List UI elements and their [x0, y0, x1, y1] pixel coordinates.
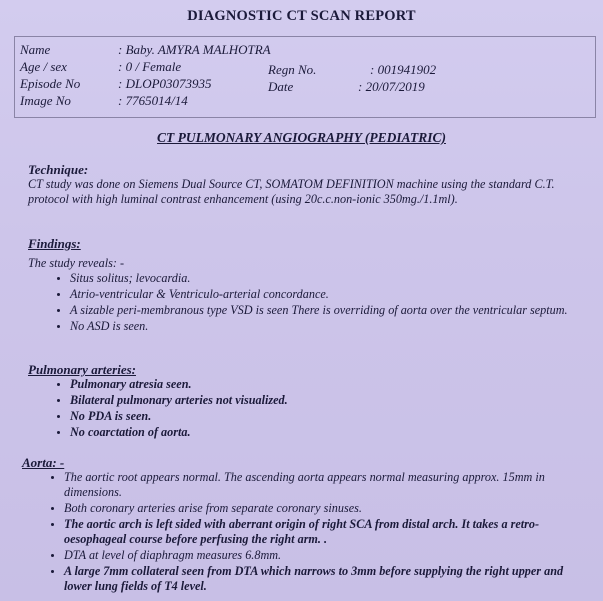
list-item: • DTA at level of diaphragm measures 6.8mm.: [64, 548, 587, 563]
findings-intro: The study reveals: -: [28, 256, 125, 270]
list-item: • No ASD is seen.: [70, 319, 593, 334]
findings-heading: Findings:: [28, 236, 81, 251]
list-item: • Situs solitus; levocardia.: [70, 271, 593, 286]
findings-section: [28, 236, 593, 335]
technique-heading: Technique:: [28, 162, 89, 177]
pulmonary-list: [28, 377, 593, 440]
list-item: • Bilateral pulmonary arteries not visualized.: [70, 393, 593, 408]
age-label: Age / sex: [20, 59, 67, 74]
technique-section: [28, 162, 593, 207]
name-value: : Baby. AMYRA MALHOTRA: [118, 42, 271, 57]
list-item: • A large 7mm collateral seen from DTA which narrows to 3mm before supplying the right upper and lower lung fields of T4 level.: [64, 564, 587, 594]
date-value: : 20/07/2019: [358, 79, 425, 94]
pulmonary-heading: Pulmonary arteries:: [28, 362, 136, 377]
regn-label: Regn No.: [268, 62, 317, 77]
list-item: • Both coronary arteries arise from separate coronary sinuses.: [64, 501, 587, 516]
episode-value: : DLOP03073935: [118, 76, 212, 91]
list-item: • The aortic root appears normal. The ascending aorta appears normal measuring approx. 15mm in dimensions.: [64, 470, 587, 500]
image-value: : 7765014/14: [118, 93, 188, 108]
technique-text: CT study was done on Siemens Dual Source CT, SOMATOM DEFINITION machine using the standard C.T. protocol with high luminal contrast enhancement (using 20c.c.non-ionic 350mg./1.1ml).: [28, 177, 555, 206]
list-item: • The aortic arch is left sided with aberrant origin of right SCA from distal arch. It takes a retro-oesophageal course before perfusing the right arm. .: [64, 517, 587, 547]
aorta-list: [22, 470, 587, 594]
aorta-heading: Aorta: -: [22, 455, 65, 470]
pulmonary-section: [28, 362, 593, 441]
aorta-section: [22, 455, 587, 595]
report-title: DIAGNOSTIC CT SCAN REPORT: [187, 8, 416, 24]
findings-list: [28, 271, 593, 334]
image-label: Image No: [20, 93, 71, 108]
regn-value: : 001941902: [370, 62, 437, 77]
date-label: Date: [268, 79, 294, 94]
list-item: • A sizable peri-membranous type VSD is seen There is overriding of aorta over the ventricular septum.: [70, 303, 593, 318]
list-item: • Atrio-ventricular & Ventriculo-arterial concordance.: [70, 287, 593, 302]
episode-label: Episode No: [20, 76, 81, 91]
list-item: • No PDA is seen.: [70, 409, 593, 424]
age-value: : 0 / Female: [118, 59, 182, 74]
list-item: • No coarctation of aorta.: [70, 425, 593, 440]
report-subtitle: CT PULMONARY ANGIOGRAPHY (PEDIATRIC): [157, 130, 446, 145]
name-label: Name: [20, 42, 51, 57]
list-item: • Pulmonary atresia seen.: [70, 377, 593, 392]
